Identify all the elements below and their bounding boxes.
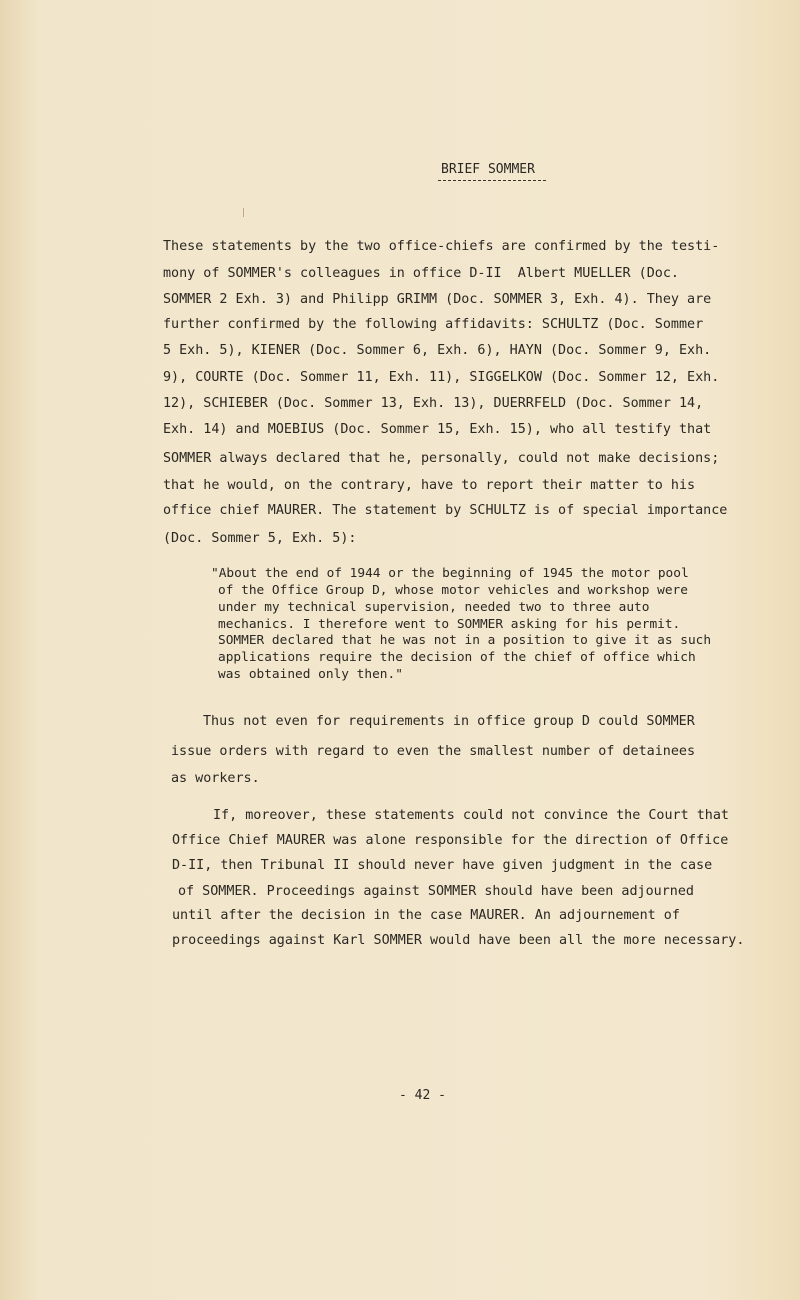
quote-line: "About the end of 1944 or the beginning of 1945 the motor pool <box>211 566 689 581</box>
text-line: 9), COURTE (Doc. Sommer 11, Exh. 11), SIGGELKOW (Doc. Sommer 12, Exh. <box>163 370 720 385</box>
text-line: until after the decision in the case MAURER. An adjournement of <box>172 908 680 923</box>
text-line: issue orders with regard to even the smallest number of detainees <box>171 744 696 759</box>
text-line: mony of SOMMER's colleagues in office D-II Albert MUELLER (Doc. <box>163 266 679 281</box>
text-line: further confirmed by the following affidavits: SCHULTZ (Doc. Sommer <box>163 317 704 332</box>
text-line: that he would, on the contrary, have to report their matter to his <box>163 478 696 493</box>
text-line: SOMMER always declared that he, personally, could not make decisions; <box>163 451 720 466</box>
text-line: SOMMER 2 Exh. 3) and Philipp GRIMM (Doc. SOMMER 3, Exh. 4). They are <box>163 292 712 307</box>
text-line: Thus not even for requirements in office group D could SOMMER <box>203 714 695 729</box>
paper-mark <box>243 208 244 217</box>
quote-line: mechanics. I therefore went to SOMMER asking for his permit. <box>218 617 681 632</box>
title-underline <box>438 180 546 181</box>
text-line: If, moreover, these statements could not convince the Court that <box>213 808 729 823</box>
text-line: (Doc. Sommer 5, Exh. 5): <box>163 531 357 546</box>
text-line: proceedings against Karl SOMMER would have been all the more necessary. <box>172 933 745 948</box>
page-title: BRIEF SOMMER <box>441 162 535 177</box>
text-line: office chief MAURER. The statement by SCHULTZ is of special importance <box>163 503 728 518</box>
quote-line: under my technical supervision, needed two to three auto <box>218 600 650 615</box>
page-number: - 42 - <box>399 1088 446 1103</box>
text-line: Exh. 14) and MOEBIUS (Doc. Sommer 15, Exh. 15), who all testify that <box>163 422 712 437</box>
text-line: 5 Exh. 5), KIENER (Doc. Sommer 6, Exh. 6), HAYN (Doc. Sommer 9, Exh. <box>163 343 712 358</box>
text-line: of SOMMER. Proceedings against SOMMER should have been adjourned <box>178 884 694 899</box>
text-line: D-II, then Tribunal II should never have given judgment in the case <box>172 858 713 873</box>
quote-line: SOMMER declared that he was not in a position to give it as such <box>218 633 712 648</box>
quote-line: of the Office Group D, whose motor vehicles and workshop were <box>218 583 688 598</box>
text-line: 12), SCHIEBER (Doc. Sommer 13, Exh. 13), DUERRFELD (Doc. Sommer 14, <box>163 396 704 411</box>
text-line: These statements by the two office-chiefs are confirmed by the testi- <box>163 239 720 254</box>
quote-line: applications require the decision of the chief of office which <box>218 650 696 665</box>
quote-line: was obtained only then." <box>218 667 403 682</box>
text-line: as workers. <box>171 771 260 786</box>
text-line: Office Chief MAURER was alone responsible for the direction of Office <box>172 833 729 848</box>
